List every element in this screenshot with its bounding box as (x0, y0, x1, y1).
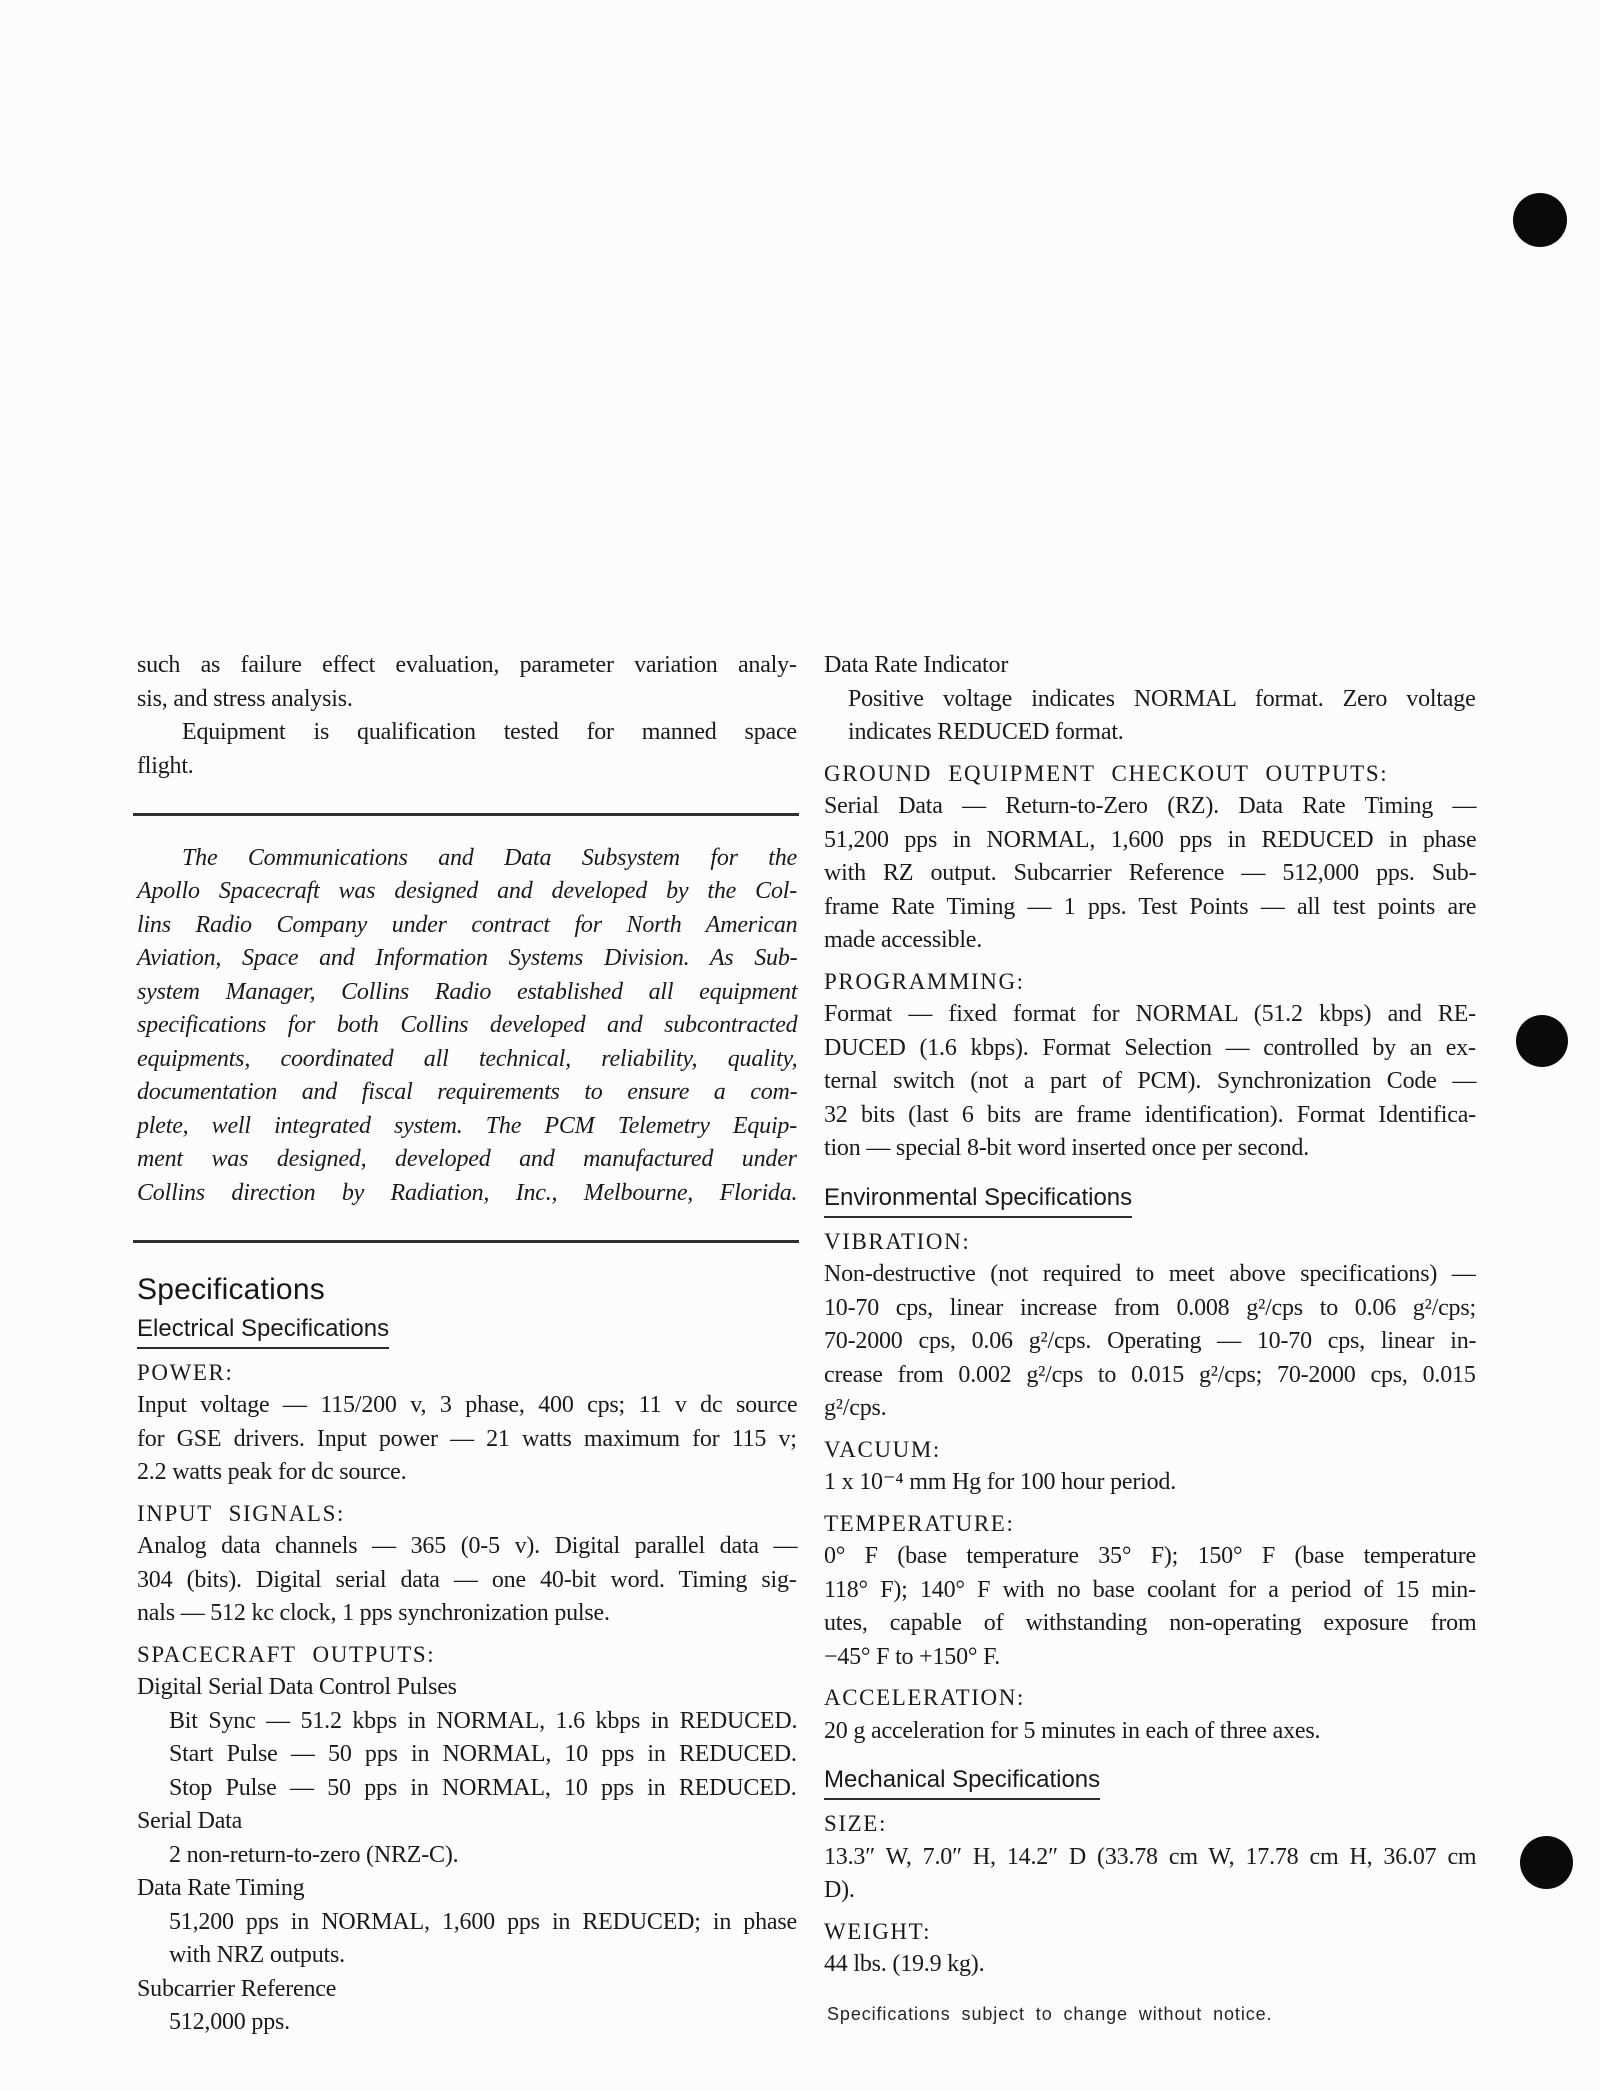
text-line (824, 1392, 1476, 1426)
left-column (137, 649, 797, 2040)
text-line (137, 1043, 797, 1077)
text: specifications for both Collins developed and subcontracted (137, 1012, 798, 1038)
text-line (137, 909, 797, 943)
registration-dot-icon (1516, 1015, 1568, 1067)
text-line (824, 1841, 1476, 1875)
paragraph (137, 716, 797, 783)
text-line (137, 942, 797, 976)
text: −45° F to +150° F. (824, 1643, 1001, 1670)
text: ment was designed, developed and manufactured under (137, 1146, 797, 1172)
text: Specifications (137, 1272, 325, 1306)
text: Serial Data — Return-to-Zero (RZ). Data Rate Timing — (824, 793, 1477, 819)
text: indicates REDUCED format. (848, 719, 1124, 745)
text-line (824, 891, 1476, 925)
text: Format — fixed format for NORMAL (51.2 kbps) and RE- (824, 1001, 1476, 1027)
text: Aviation, Space and Information Systems Division. As Sub- (137, 945, 798, 971)
text: system Manager, Collins Radio established all equipment (137, 978, 798, 1005)
text-line (137, 1597, 797, 1631)
text: 118° F); 140° F with no base coolant for a period of 15 min- (824, 1576, 1476, 1603)
text: with RZ output. Subcarrier Reference — 512,000 pps. Sub- (824, 860, 1477, 886)
paragraph (137, 1530, 797, 1631)
text: Equipment is qualification tested for manned space (182, 719, 797, 745)
text-line (137, 976, 797, 1010)
text: Stop Pulse — 50 pps in NORMAL, 10 pps in REDUCED. (169, 1774, 797, 1801)
text: Input voltage — 115/200 v, 3 phase, 400 cps; 11 v dc source (137, 1392, 798, 1418)
text: 13.3″ W, 7.0″ H, 14.2″ D (33.78 cm W, 17.78 cm H, 36.07 cm (824, 1843, 1477, 1870)
text: lins Radio Company under contract for North American (137, 911, 798, 938)
text-line (824, 1574, 1476, 1608)
text: Non-destructive (not required to meet above specifications) — (824, 1261, 1476, 1287)
paragraph (137, 1906, 797, 1973)
text-line (137, 1456, 797, 1490)
text-line (824, 1292, 1476, 1326)
text-line (824, 1258, 1476, 1292)
text-line (137, 1772, 797, 1806)
text: flight. (137, 752, 194, 779)
text: 51,200 pps in NORMAL, 1,600 pps in REDUCED; in phase (169, 1908, 797, 1935)
text: nals — 512 kc clock, 1 pps synchronization pulse. (137, 1600, 610, 1626)
text: 44 lbs. (19.9 kg). (824, 1951, 985, 1977)
text-line (824, 998, 1476, 1032)
text-line (137, 1076, 797, 1110)
text: Positive voltage indicates NORMAL format. Zero voltage (848, 685, 1476, 712)
paragraph (824, 998, 1476, 1166)
footer-note: Specifications subject to change without notice. (827, 2004, 1273, 2024)
text: plete, well integrated system. The PCM Telemetry Equip- (137, 1112, 798, 1139)
spec-item-title (137, 1671, 797, 1705)
text-line (824, 1325, 1476, 1359)
spec-label (137, 1356, 797, 1390)
paragraph (824, 1948, 1476, 1982)
subsection-heading (824, 1764, 1476, 1800)
text-line (824, 857, 1476, 891)
text: 1 x 10⁻⁴ mm Hg for 100 hour period. (824, 1469, 1176, 1495)
spec-item-title (824, 649, 1476, 683)
text-line (137, 1009, 797, 1043)
registration-dot-icon (1513, 193, 1567, 247)
spec-item-title (137, 1805, 797, 1839)
text-line (137, 683, 797, 717)
text-line (137, 1738, 797, 1772)
text: POWER: (137, 1359, 234, 1385)
text-line (824, 716, 1476, 750)
text: 512,000 pps. (169, 2009, 290, 2035)
text-line (824, 1466, 1476, 1500)
spec-label (824, 1681, 1476, 1715)
text: TEMPERATURE: (824, 1510, 1015, 1536)
text-line (824, 1948, 1476, 1982)
text: for GSE drivers. Input power — 21 watts maximum for 115 v; (137, 1425, 797, 1452)
text: ACCELERATION: (824, 1685, 1025, 1710)
spec-item-title (137, 1973, 797, 2007)
section-divider (133, 1240, 799, 1243)
paragraph (824, 1841, 1476, 1908)
text: SIZE: (824, 1811, 887, 1836)
text-line (137, 1423, 797, 1457)
text: crease from 0.002 g²/cps to 0.015 g²/cps; 70-2000 cps, 0.015 (824, 1361, 1476, 1388)
text: 304 (bits). Digital serial data — one 40-bit word. Timing sig- (137, 1566, 797, 1593)
text-line (137, 649, 797, 683)
text: Serial Data (137, 1808, 243, 1834)
text-line (137, 1143, 797, 1177)
text-line (824, 1359, 1476, 1393)
text-line (137, 1177, 797, 1211)
text: GROUND EQUIPMENT CHECKOUT OUTPUTS: (824, 760, 1389, 786)
text: Analog data channels — 365 (0-5 v). Digital parallel data — (137, 1533, 798, 1559)
text: WEIGHT: (824, 1918, 932, 1944)
text: Environmental Specifications (824, 1182, 1132, 1218)
spec-item-title (137, 1872, 797, 1906)
text-line (824, 683, 1476, 717)
text: with NRZ outputs. (169, 1942, 345, 1968)
text-line (137, 716, 797, 750)
text: DUCED (1.6 kbps). Format Selection — controlled by an ex- (824, 1034, 1476, 1061)
text-line (137, 1530, 797, 1564)
text: tion — special 8-bit word inserted once per second. (824, 1135, 1309, 1161)
text: frame Rate Timing — 1 pps. Test Points — all test points are (824, 893, 1477, 920)
text: Electrical Specifications (137, 1313, 389, 1349)
text: made accessible. (824, 927, 983, 953)
paragraph (137, 1705, 797, 1739)
paragraph (137, 649, 797, 716)
registration-dot-icon (1520, 1836, 1573, 1889)
paragraph (824, 1715, 1476, 1749)
text: 20 g acceleration for 5 minutes in each of three axes. (824, 1717, 1321, 1744)
spec-label (824, 1807, 1476, 1841)
text-line (137, 1110, 797, 1144)
text-line (824, 1032, 1476, 1066)
text-line (824, 790, 1476, 824)
right-column (824, 649, 1476, 1982)
spec-label (824, 757, 1476, 791)
text: sis, and stress analysis. (137, 685, 353, 712)
spec-label (137, 1638, 797, 1672)
spec-label (824, 1915, 1476, 1949)
text-line (824, 824, 1476, 858)
text: such as failure effect evaluation, parameter variation analy- (137, 652, 797, 678)
paragraph (824, 1258, 1476, 1426)
text: SPACECRAFT OUTPUTS: (137, 1641, 436, 1667)
text: Collins direction by Radiation, Inc., Melbourne, Florida. (137, 1179, 798, 1206)
text-line (824, 1874, 1476, 1908)
text: Digital Serial Data Control Pulses (137, 1674, 457, 1700)
text-line (137, 750, 797, 784)
paragraph (824, 1540, 1476, 1674)
text-line (137, 1564, 797, 1598)
text: 51,200 pps in NORMAL, 1,600 pps in REDUCED in phase (824, 826, 1477, 853)
section-divider (133, 813, 799, 816)
paragraph (137, 1738, 797, 1772)
text: 2 non-return-to-zero (NRZ-C). (169, 1841, 459, 1868)
text: INPUT SIGNALS: (137, 1500, 345, 1526)
text-line (137, 1906, 797, 1940)
text-line (824, 1132, 1476, 1166)
text: Bit Sync — 51.2 kbps in NORMAL, 1.6 kbps in REDUCED. (169, 1707, 798, 1734)
paragraph (824, 790, 1476, 958)
text: Data Rate Indicator (824, 652, 1009, 678)
paragraph (824, 1466, 1476, 1500)
text: utes, capable of withstanding non-operating exposure from (824, 1610, 1477, 1636)
text: Data Rate Timing (137, 1875, 305, 1901)
text-line (824, 1065, 1476, 1099)
text-line (137, 842, 797, 876)
text: 2.2 watts peak for dc source. (137, 1459, 407, 1485)
text: ternal switch (not a part of PCM). Synchronization Code — (824, 1068, 1477, 1094)
text: VACUUM: (824, 1436, 941, 1462)
text-line (824, 924, 1476, 958)
text-line (824, 1715, 1476, 1749)
spec-label (824, 1433, 1476, 1467)
text-line (137, 1939, 797, 1973)
paragraph (824, 683, 1476, 750)
text-line (824, 1641, 1476, 1675)
text: The Communications and Data Subsystem for the (182, 844, 797, 871)
section-title (137, 1269, 797, 1311)
text: equipments, coordinated all technical, reliability, quality, (137, 1045, 798, 1072)
subsection-heading (824, 1182, 1476, 1218)
text-line (137, 875, 797, 909)
spec-label (824, 1507, 1476, 1541)
text-line (824, 1099, 1476, 1133)
paragraph (137, 2006, 797, 2040)
text-line (137, 1705, 797, 1739)
spec-label (824, 965, 1476, 999)
text-line (137, 2006, 797, 2040)
spec-label (824, 1225, 1476, 1259)
text: 32 bits (last 6 bits are frame identification). Format Identifica- (824, 1101, 1476, 1128)
spec-label (137, 1497, 797, 1531)
paragraph (137, 1839, 797, 1873)
paragraph (137, 1772, 797, 1806)
text: 10-70 cps, linear increase from 0.008 g²/cps to 0.06 g²/cps; (824, 1294, 1476, 1321)
text: documentation and fiscal requirements to ensure a com- (137, 1079, 798, 1105)
text: Mechanical Specifications (824, 1764, 1100, 1800)
paragraph (137, 1389, 797, 1490)
text: 0° F (base temperature 35° F); 150° F (base temperature (824, 1543, 1476, 1569)
text: D). (824, 1877, 855, 1903)
paragraph (137, 842, 797, 1211)
text: Apollo Spacecraft was designed and developed by the Col- (137, 878, 798, 904)
text: Start Pulse — 50 pps in NORMAL, 10 pps in REDUCED. (169, 1741, 797, 1767)
text-line (137, 1839, 797, 1873)
subsection-heading (137, 1313, 797, 1349)
text: Subcarrier Reference (137, 1975, 337, 2002)
text: PROGRAMMING: (824, 968, 1025, 994)
text: g²/cps. (824, 1395, 887, 1421)
text-line (824, 1607, 1476, 1641)
text: 70-2000 cps, 0.06 g²/cps. Operating — 10-70 cps, linear in- (824, 1328, 1477, 1354)
text: VIBRATION: (824, 1228, 971, 1254)
text-line (824, 1540, 1476, 1574)
text-line (137, 1389, 797, 1423)
